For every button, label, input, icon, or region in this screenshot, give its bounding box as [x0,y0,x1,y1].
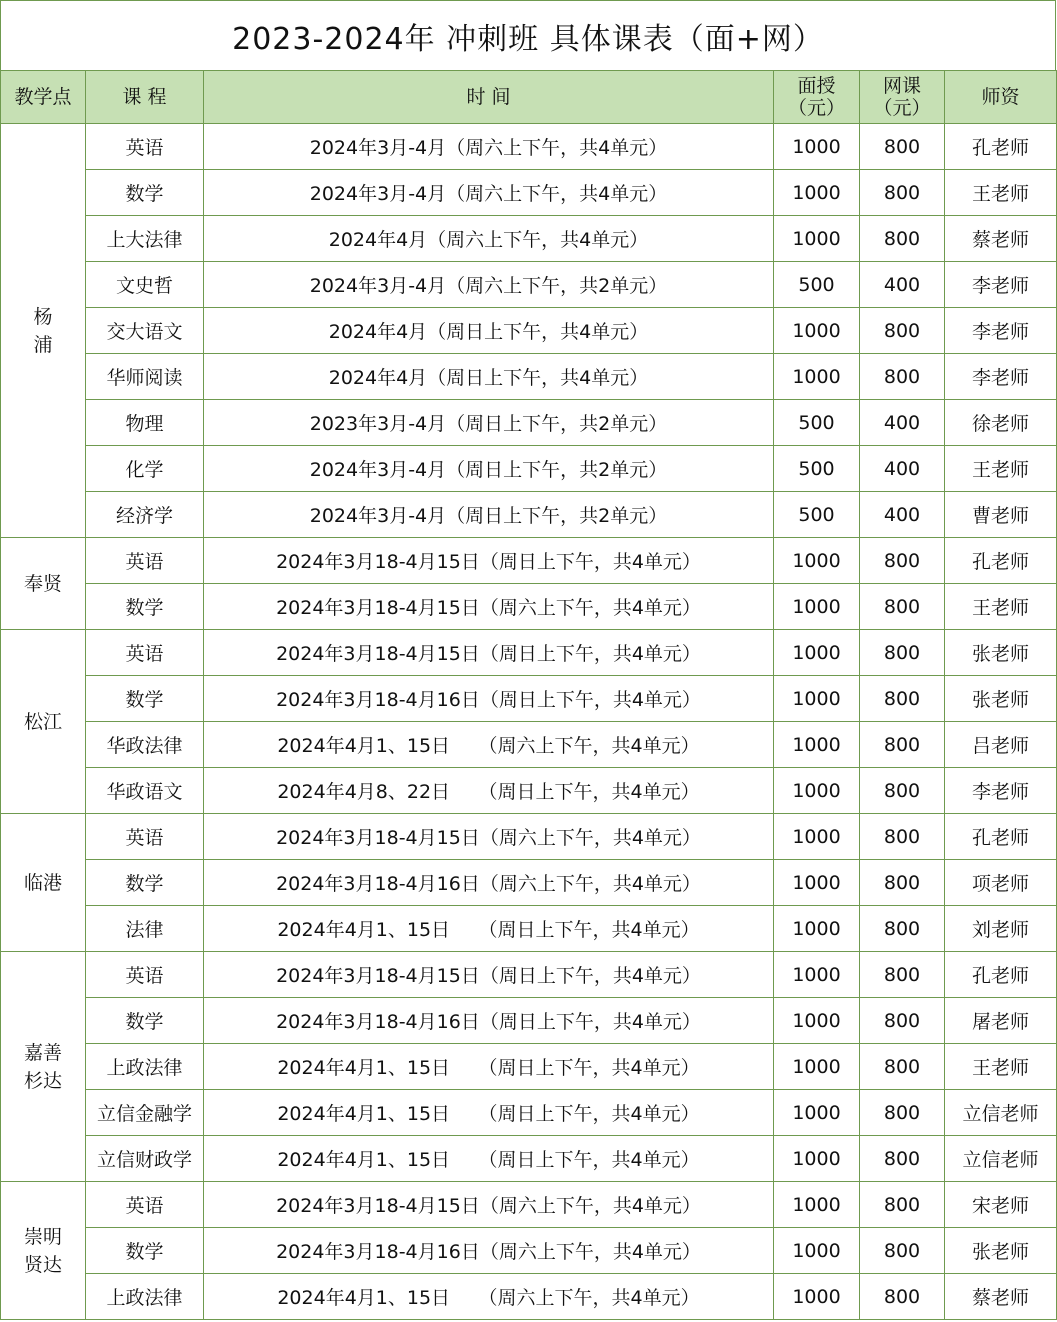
time-cell: 2024年4月8、22日 （周日上下午，共4单元） [204,768,774,814]
header-inperson-line1: 面授 [797,75,836,97]
online-price-cell: 800 [860,630,945,676]
course-cell: 数学 [86,860,204,906]
table-row [1,446,1057,492]
inperson-price-cell: 1000 [774,1136,860,1182]
inperson-price-cell: 500 [774,492,860,538]
inperson-price-cell: 1000 [774,814,860,860]
course-cell: 英语 [86,630,204,676]
time-cell: 2024年3月-4月（周六上下午，共2单元） [204,262,774,308]
header-campus: 教学点 [1,71,86,124]
campus-name-line: 临港 [23,871,62,894]
table-row [1,998,1057,1044]
campus-name-line: 杉达 [23,1069,62,1092]
teacher-cell: 立信老师 [945,1090,1057,1136]
online-price-cell: 800 [860,860,945,906]
time-cell: 2024年3月18-4月15日（周六上下午，共4单元） [204,1182,774,1228]
time-cell: 2024年4月1、15日 （周六上下午，共4单元） [204,722,774,768]
teacher-cell: 孔老师 [945,814,1057,860]
online-price-cell: 400 [860,492,945,538]
course-cell: 化学 [86,446,204,492]
inperson-price-cell: 1000 [774,1090,860,1136]
campus-cell [1,1182,86,1320]
table-row [1,1044,1057,1090]
time-cell: 2024年3月18-4月15日（周六上下午，共4单元） [204,584,774,630]
table-row [1,584,1057,630]
course-cell: 经济学 [86,492,204,538]
table-row [1,1090,1057,1136]
header-row [1,71,1057,124]
campus-cell [1,814,86,952]
teacher-cell: 李老师 [945,768,1057,814]
online-price-cell: 800 [860,170,945,216]
campus-cell [1,630,86,814]
campus-name-line: 崇明 [23,1225,62,1248]
online-price-cell: 800 [860,1228,945,1274]
inperson-price-cell: 1000 [774,860,860,906]
course-cell: 华政语文 [86,768,204,814]
online-price-cell: 800 [860,906,945,952]
teacher-cell: 项老师 [945,860,1057,906]
campus-name-line: 浦 [33,333,53,356]
inperson-price-cell: 1000 [774,354,860,400]
inperson-price-cell: 1000 [774,998,860,1044]
time-cell: 2024年3月-4月（周日上下午，共2单元） [204,492,774,538]
teacher-cell: 吕老师 [945,722,1057,768]
header-inperson-line2: （元） [787,97,845,119]
online-price-cell: 800 [860,216,945,262]
course-cell: 文史哲 [86,262,204,308]
teacher-cell: 蔡老师 [945,1274,1057,1320]
course-cell: 立信金融学 [86,1090,204,1136]
online-price-cell: 800 [860,538,945,584]
teacher-cell: 立信老师 [945,1136,1057,1182]
course-cell: 数学 [86,584,204,630]
campus-cell [1,952,86,1182]
inperson-price-cell: 1000 [774,906,860,952]
course-cell: 英语 [86,952,204,998]
teacher-cell: 宋老师 [945,1182,1057,1228]
inperson-price-cell: 1000 [774,1228,860,1274]
campus-name-line: 贤达 [23,1253,62,1276]
table-row [1,1136,1057,1182]
header-course: 课 程 [86,71,204,124]
table-row [1,170,1057,216]
course-cell: 数学 [86,170,204,216]
table-row [1,630,1057,676]
time-cell: 2024年3月18-4月16日（周六上下午，共4单元） [204,860,774,906]
online-price-cell: 800 [860,1136,945,1182]
course-cell: 数学 [86,676,204,722]
online-price-cell: 800 [860,1090,945,1136]
table-row [1,216,1057,262]
time-cell: 2024年4月1、15日 （周六上下午，共4单元） [204,1274,774,1320]
teacher-cell: 李老师 [945,354,1057,400]
table-row [1,1182,1057,1228]
teacher-cell: 王老师 [945,1044,1057,1090]
header-online-line1: 网课 [882,75,921,97]
inperson-price-cell: 1000 [774,722,860,768]
inperson-price-cell: 1000 [774,1044,860,1090]
course-cell: 上政法律 [86,1274,204,1320]
inperson-price-cell: 1000 [774,676,860,722]
course-cell: 法律 [86,906,204,952]
inperson-price-cell: 1000 [774,216,860,262]
inperson-price-cell: 500 [774,262,860,308]
teacher-cell: 张老师 [945,630,1057,676]
time-cell: 2024年4月1、15日 （周日上下午，共4单元） [204,1044,774,1090]
course-cell: 上大法律 [86,216,204,262]
time-cell: 2024年4月1、15日 （周日上下午，共4单元） [204,1090,774,1136]
inperson-price-cell: 1000 [774,170,860,216]
table-row [1,354,1057,400]
inperson-price-cell: 1000 [774,538,860,584]
inperson-price-cell: 1000 [774,1274,860,1320]
table-row [1,400,1057,446]
time-cell: 2024年3月18-4月16日（周六上下午，共4单元） [204,1228,774,1274]
course-cell: 数学 [86,998,204,1044]
time-cell: 2024年3月18-4月15日（周六上下午，共4单元） [204,814,774,860]
online-price-cell: 800 [860,308,945,354]
teacher-cell: 王老师 [945,170,1057,216]
teacher-cell: 孔老师 [945,952,1057,998]
table-row [1,952,1057,998]
teacher-cell: 张老师 [945,676,1057,722]
teacher-cell: 刘老师 [945,906,1057,952]
online-price-cell: 800 [860,1182,945,1228]
time-cell: 2024年3月18-4月16日（周日上下午，共4单元） [204,998,774,1044]
teacher-cell: 李老师 [945,308,1057,354]
teacher-cell: 曹老师 [945,492,1057,538]
online-price-cell: 800 [860,768,945,814]
table-row [1,308,1057,354]
course-cell: 英语 [86,1182,204,1228]
course-cell: 交大语文 [86,308,204,354]
table-row [1,1274,1057,1320]
inperson-price-cell: 1000 [774,584,860,630]
inperson-price-cell: 1000 [774,1182,860,1228]
online-price-cell: 400 [860,400,945,446]
table-row [1,124,1057,170]
online-price-cell: 800 [860,676,945,722]
campus-name-line: 杨 [33,305,53,328]
page-title: 2023-2024年 冲刺班 具体课表（面+网） [0,0,1056,70]
course-cell: 英语 [86,124,204,170]
teacher-cell: 张老师 [945,1228,1057,1274]
teacher-cell: 王老师 [945,584,1057,630]
course-cell: 立信财政学 [86,1136,204,1182]
inperson-price-cell: 500 [774,400,860,446]
table-row [1,492,1057,538]
header-teacher: 师资 [945,71,1057,124]
inperson-price-cell: 1000 [774,768,860,814]
course-cell: 华政法律 [86,722,204,768]
online-price-cell: 800 [860,722,945,768]
online-price-cell: 800 [860,814,945,860]
time-cell: 2023年3月-4月（周日上下午，共2单元） [204,400,774,446]
time-cell: 2024年4月1、15日 （周日上下午，共4单元） [204,906,774,952]
table-row [1,860,1057,906]
time-cell: 2024年4月（周日上下午，共4单元） [204,308,774,354]
table-row [1,768,1057,814]
online-price-cell: 800 [860,998,945,1044]
course-cell: 华师阅读 [86,354,204,400]
teacher-cell: 蔡老师 [945,216,1057,262]
online-price-cell: 400 [860,262,945,308]
online-price-cell: 800 [860,124,945,170]
teacher-cell: 孔老师 [945,538,1057,584]
time-cell: 2024年4月（周六上下午，共4单元） [204,216,774,262]
time-cell: 2024年3月-4月（周六上下午，共4单元） [204,170,774,216]
header-time: 时 间 [204,71,774,124]
course-cell: 上政法律 [86,1044,204,1090]
teacher-cell: 徐老师 [945,400,1057,446]
campus-cell [1,124,86,538]
course-cell: 数学 [86,1228,204,1274]
table-row [1,1228,1057,1274]
course-cell: 英语 [86,814,204,860]
online-price-cell: 800 [860,1274,945,1320]
table-row [1,814,1057,860]
time-cell: 2024年4月1、15日 （周日上下午，共4单元） [204,1136,774,1182]
campus-name-line: 松江 [23,710,62,733]
online-price-cell: 800 [860,584,945,630]
time-cell: 2024年3月18-4月16日（周日上下午，共4单元） [204,676,774,722]
campus-cell [1,538,86,630]
header-online [860,71,945,124]
teacher-cell: 孔老师 [945,124,1057,170]
inperson-price-cell: 1000 [774,124,860,170]
online-price-cell: 800 [860,1044,945,1090]
header-inperson [774,71,860,124]
inperson-price-cell: 1000 [774,630,860,676]
table-row [1,262,1057,308]
teacher-cell: 李老师 [945,262,1057,308]
time-cell: 2024年3月18-4月15日（周日上下午，共4单元） [204,630,774,676]
teacher-cell: 屠老师 [945,998,1057,1044]
table-row [1,722,1057,768]
course-cell: 英语 [86,538,204,584]
time-cell: 2024年3月18-4月15日（周日上下午，共4单元） [204,538,774,584]
campus-name-line: 奉贤 [23,572,62,595]
time-cell: 2024年3月18-4月15日（周日上下午，共4单元） [204,952,774,998]
schedule-body [1,124,1057,1320]
online-price-cell: 800 [860,952,945,998]
table-row [1,538,1057,584]
time-cell: 2024年4月（周日上下午，共4单元） [204,354,774,400]
course-cell: 物理 [86,400,204,446]
time-cell: 2024年3月-4月（周六上下午，共4单元） [204,124,774,170]
table-row [1,906,1057,952]
inperson-price-cell: 500 [774,446,860,492]
time-cell: 2024年3月-4月（周日上下午，共2单元） [204,446,774,492]
header-online-line2: （元） [873,97,931,119]
online-price-cell: 400 [860,446,945,492]
online-price-cell: 800 [860,354,945,400]
inperson-price-cell: 1000 [774,308,860,354]
table-row [1,676,1057,722]
campus-name-line: 嘉善 [23,1041,62,1064]
schedule-table [0,70,1057,1320]
teacher-cell: 王老师 [945,446,1057,492]
inperson-price-cell: 1000 [774,952,860,998]
